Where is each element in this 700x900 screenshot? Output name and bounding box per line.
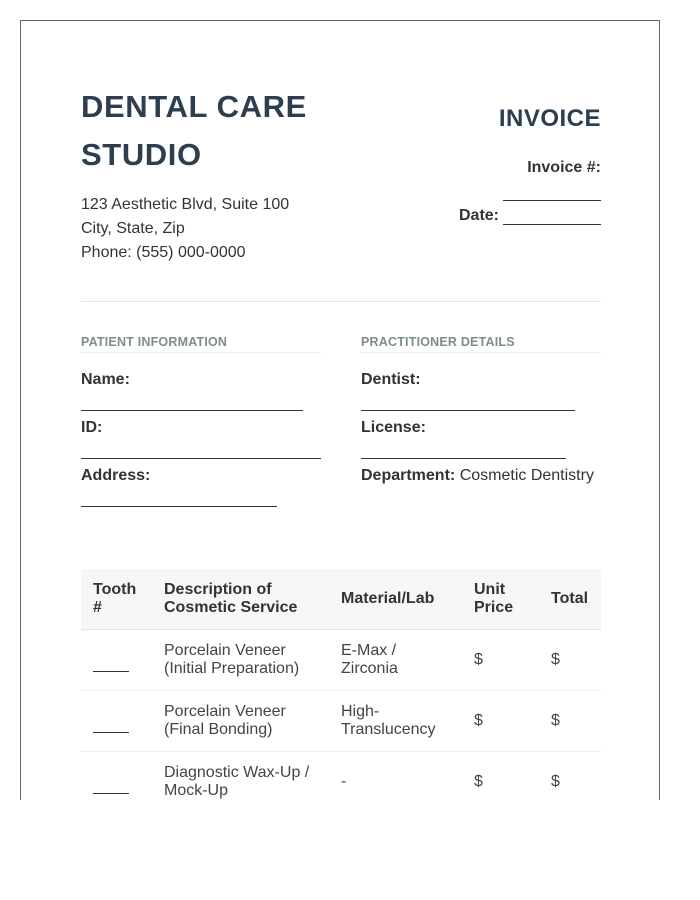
header-unit-price: Unit Price xyxy=(462,569,539,630)
dentist-field[interactable] xyxy=(361,410,575,411)
address-line-phone: Phone: (555) 000-0000 xyxy=(81,244,246,261)
header-description: Description of Cosmetic Service xyxy=(152,569,329,630)
department-value: Cosmetic Dentistry xyxy=(459,467,594,484)
patient-id-field[interactable] xyxy=(81,458,321,459)
table-row xyxy=(81,752,601,801)
tooth-field[interactable] xyxy=(81,752,152,801)
invoice-date-label: Date: xyxy=(458,207,499,224)
service-description: Diagnostic Wax-Up / Mock-Up xyxy=(152,752,329,801)
patient-id-label: ID: xyxy=(81,419,103,436)
service-description: Porcelain Veneer (Final Bonding) xyxy=(152,691,329,752)
invoice-page xyxy=(20,20,660,800)
patient-address-field[interactable] xyxy=(81,506,277,507)
total-cell[interactable]: $ xyxy=(539,752,601,801)
invoice-number-label: Invoice #: xyxy=(527,159,601,176)
department-row xyxy=(361,467,594,485)
tooth-blank xyxy=(93,671,129,672)
table-row xyxy=(81,630,601,691)
header-tooth: Tooth # xyxy=(81,569,152,630)
tooth-field[interactable] xyxy=(81,630,152,691)
license-field[interactable] xyxy=(361,458,566,459)
patient-name-label: Name: xyxy=(81,371,130,388)
address-line-city: City, State, Zip xyxy=(81,220,185,237)
invoice-date-field[interactable] xyxy=(503,208,601,225)
department-label: Department: xyxy=(361,467,456,484)
table-row xyxy=(81,691,601,752)
invoice-date-row xyxy=(459,207,601,225)
clinic-address xyxy=(81,193,289,265)
service-material: High-Translucency xyxy=(329,691,462,752)
unit-price-cell[interactable]: $ xyxy=(462,691,539,752)
services-table xyxy=(81,569,601,800)
address-line-street: 123 Aesthetic Blvd, Suite 100 xyxy=(81,196,290,213)
invoice-title: INVOICE xyxy=(498,105,601,132)
license-label: License: xyxy=(361,419,426,436)
unit-price-cell[interactable]: $ xyxy=(462,630,539,691)
service-description: Porcelain Veneer (Initial Preparation) xyxy=(152,630,329,691)
total-cell[interactable]: $ xyxy=(539,630,601,691)
patient-name-field[interactable] xyxy=(81,410,303,411)
invoice-number-field[interactable] xyxy=(503,200,601,201)
unit-price-cell[interactable]: $ xyxy=(462,752,539,801)
tooth-blank xyxy=(93,793,129,794)
tooth-blank xyxy=(93,732,129,733)
total-cell[interactable]: $ xyxy=(539,691,601,752)
table-header-row xyxy=(81,569,601,630)
clinic-name: DENTAL CARE STUDIO xyxy=(81,89,307,172)
service-material: E-Max / Zirconia xyxy=(329,630,462,691)
header-material: Material/Lab xyxy=(329,569,462,630)
tooth-field[interactable] xyxy=(81,691,152,752)
dentist-label: Dentist: xyxy=(361,371,421,388)
practitioner-details-section xyxy=(361,335,601,484)
practitioner-section-title: PRACTITIONER DETAILS xyxy=(361,335,601,353)
header-total: Total xyxy=(539,569,601,630)
header-divider xyxy=(81,301,601,302)
patient-section-title: PATIENT INFORMATION xyxy=(81,335,321,353)
patient-address-label: Address: xyxy=(81,467,151,484)
service-material: - xyxy=(329,752,462,801)
patient-information-section xyxy=(81,335,321,484)
